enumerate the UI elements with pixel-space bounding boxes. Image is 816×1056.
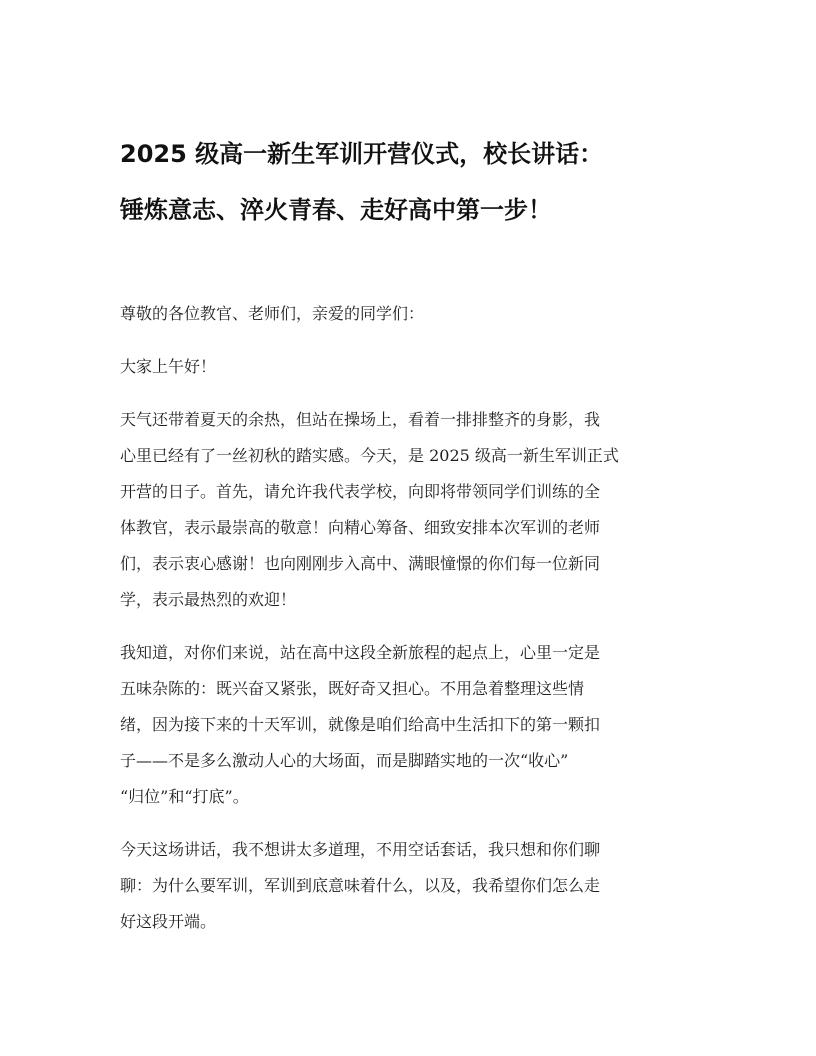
paragraph-salutation (120, 296, 692, 332)
paragraph-line: 天气还带着夏天的余热，但站在操场上，看着一排排整齐的身影，我 (120, 410, 601, 429)
paragraph-line: 我知道，对你们来说，站在高中这段全新旅程的起点上，心里一定是 (120, 643, 601, 662)
title-line: 锤炼意志、淬火青春、走好高中第一步！ (120, 196, 552, 224)
paragraph-greeting (120, 349, 692, 385)
paragraph-line: 今天这场讲话，我不想讲太多道理，不用空话套话，我只想和你们聊 (120, 840, 601, 859)
paragraph-line: 体教官，表示最崇高的敬意！向精心筹备、细致安排本次军训的老师 (120, 518, 601, 537)
paragraph-line: 开营的日子。首先，请允许我代表学校，向即将带领同学们训练的全 (120, 482, 601, 501)
paragraph-purpose (120, 832, 692, 940)
paragraph-line: 绪，因为接下来的十天军训，就像是咱们给高中生活扣下的第一颗扣 (120, 715, 601, 734)
paragraph-line: 聊：为什么要军训，军训到底意味着什么，以及，我希望你们怎么走 (120, 876, 601, 895)
paragraph-line: 大家上午好！ (120, 357, 217, 376)
document-title (120, 126, 720, 238)
paragraph-line: 尊敬的各位教官、老师们，亲爱的同学们： (120, 304, 425, 323)
paragraph-welcome (120, 402, 692, 618)
paragraph-line: 子——不是多么激动人心的大场面，而是脚踏实地的一次“收心” (120, 751, 569, 770)
paragraph-line: 们，表示衷心感谢！也向刚刚步入高中、满眼憧憬的你们每一位新同 (120, 554, 601, 573)
paragraph-line: 学，表示最热烈的欢迎！ (120, 590, 297, 609)
document-body (120, 296, 692, 957)
paragraph-line: 心里已经有了一丝初秋的踏实感。今天，是 2025 级高一新生军训正式 (120, 446, 619, 465)
paragraph-feelings (120, 635, 692, 815)
paragraph-line: 五味杂陈的：既兴奋又紧张，既好奇又担心。不用急着整理这些情 (120, 679, 585, 698)
paragraph-line: 好这段开端。 (120, 912, 217, 931)
paragraph-line: “归位”和“打底”。 (120, 787, 249, 806)
title-line: 2025 级高一新生军训开营仪式，校长讲话： (120, 140, 604, 168)
